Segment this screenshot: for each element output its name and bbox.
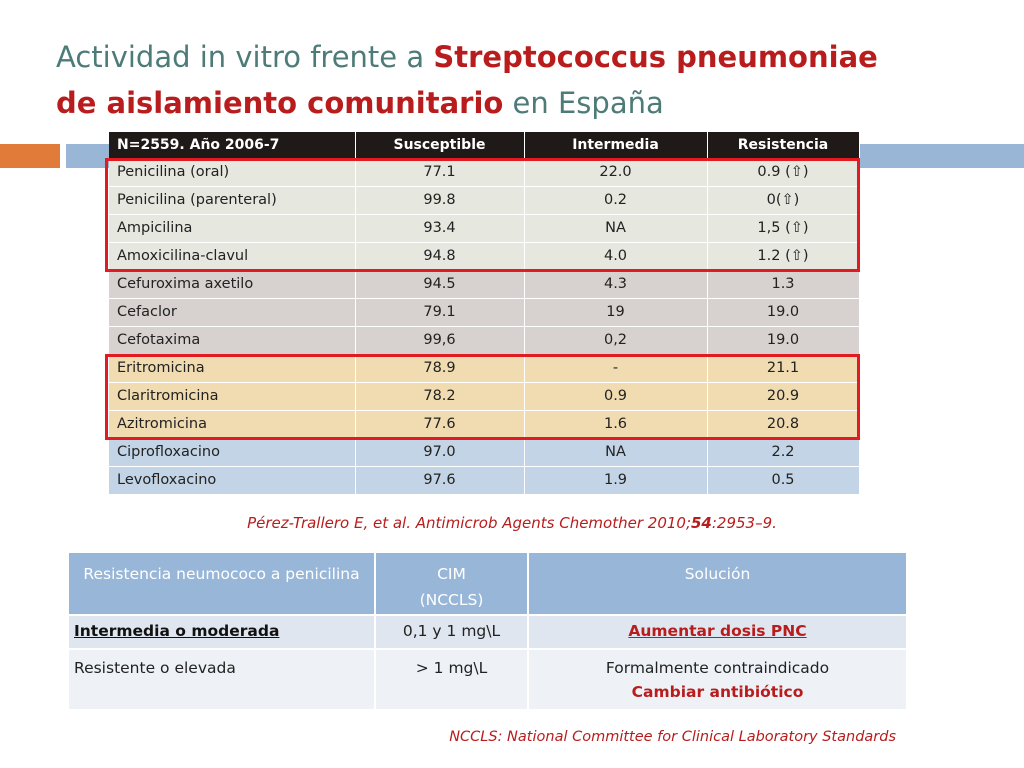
table-row	[109, 382, 859, 410]
resistencia-value: 1,5 (⇧)	[707, 214, 859, 242]
drug-name: Levofloxacino	[109, 466, 355, 494]
susceptibility-table	[109, 132, 860, 494]
resistencia-value: 19.0	[707, 326, 859, 354]
drug-name: Cefaclor	[109, 298, 355, 326]
resistencia-value: 21.1	[707, 354, 859, 382]
solution	[528, 615, 907, 649]
citation-pages: :2953–9.	[711, 514, 777, 532]
intermedia-value: 0.9	[524, 382, 707, 410]
susceptible-value: 97.0	[355, 438, 524, 466]
susceptible-value: 93.4	[355, 214, 524, 242]
title-part-1: Actividad in vitro frente a	[56, 40, 434, 74]
table-row	[69, 615, 907, 649]
header-solucion: Solución	[528, 553, 907, 615]
title-organism: Streptococcus pneumoniae	[433, 40, 878, 74]
intermedia-value: 4.3	[524, 270, 707, 298]
resistencia-value: 0.9 (⇧)	[707, 158, 859, 186]
drug-name: Claritromicina	[109, 382, 355, 410]
solution-emphasis: Cambiar antibiótico	[631, 683, 804, 701]
header-resistencia: Resistencia	[707, 132, 859, 158]
slide-title	[56, 34, 986, 126]
susceptible-value: 78.2	[355, 382, 524, 410]
intermedia-value: NA	[524, 438, 707, 466]
intermedia-value: 1.6	[524, 410, 707, 438]
resistance-level: Resistente o elevada	[69, 649, 375, 709]
table-row	[109, 326, 859, 354]
drug-name: Cefuroxima axetilo	[109, 270, 355, 298]
header-cim	[375, 553, 528, 615]
susceptible-value: 99.8	[355, 186, 524, 214]
accent-bar-orange	[0, 144, 60, 168]
intermedia-value: -	[524, 354, 707, 382]
solution-text: Aumentar dosis PNC	[628, 622, 807, 640]
header-cim-standard: (NCCLS)	[419, 591, 484, 609]
drug-name: Ciprofloxacino	[109, 438, 355, 466]
susceptible-value: 94.8	[355, 242, 524, 270]
resistencia-value: 2.2	[707, 438, 859, 466]
resistencia-value: 0(⇧)	[707, 186, 859, 214]
citation-text: Pérez-Trallero E, et al. Antimicrob Agents Chemother 2010;	[247, 514, 691, 532]
susceptible-value: 94.5	[355, 270, 524, 298]
drug-name: Amoxicilina-clavul	[109, 242, 355, 270]
solution-text: Formalmente contraindicado	[605, 659, 830, 677]
resistance-guidance-table	[69, 553, 908, 709]
table-row	[109, 298, 859, 326]
cim-range: 0,1 y 1 mg\L	[375, 615, 528, 649]
susceptible-value: 97.6	[355, 466, 524, 494]
resistance-level-text: Intermedia o moderada	[74, 622, 280, 640]
table-row	[109, 242, 859, 270]
susceptible-value: 99,6	[355, 326, 524, 354]
table-row	[109, 214, 859, 242]
drug-name: Eritromicina	[109, 354, 355, 382]
drug-name: Ampicilina	[109, 214, 355, 242]
susceptible-value: 77.1	[355, 158, 524, 186]
table-row	[109, 270, 859, 298]
resistencia-value: 20.8	[707, 410, 859, 438]
title-origin: de aislamiento comunitario	[56, 86, 504, 120]
intermedia-value: 0.2	[524, 186, 707, 214]
header-cohort: N=2559. Año 2006-7	[109, 132, 355, 158]
table-header-row	[109, 132, 859, 158]
drug-name: Penicilina (parenteral)	[109, 186, 355, 214]
intermedia-value: 0,2	[524, 326, 707, 354]
susceptible-value: 77.6	[355, 410, 524, 438]
intermedia-value: 4.0	[524, 242, 707, 270]
susceptible-value: 79.1	[355, 298, 524, 326]
citation-reference	[0, 514, 1024, 532]
header-resistencia-neumococo: Resistencia neumococo a penicilina	[69, 553, 375, 615]
drug-name: Cefotaxima	[109, 326, 355, 354]
resistance-level	[69, 615, 375, 649]
intermedia-value: 19	[524, 298, 707, 326]
table-row	[109, 186, 859, 214]
table-row	[109, 410, 859, 438]
header-intermedia: Intermedia	[524, 132, 707, 158]
header-cim-label: CIM	[437, 565, 466, 583]
solution	[528, 649, 907, 709]
susceptible-value: 78.9	[355, 354, 524, 382]
table-row	[109, 438, 859, 466]
citation-volume: 54	[691, 514, 712, 532]
header-susceptible: Susceptible	[355, 132, 524, 158]
intermedia-value: 22.0	[524, 158, 707, 186]
resistencia-value: 0.5	[707, 466, 859, 494]
drug-name: Azitromicina	[109, 410, 355, 438]
table-row	[109, 466, 859, 494]
abbreviation-footnote: NCCLS: National Committee for Clinical Laboratory Standards	[449, 729, 896, 745]
resistencia-value: 19.0	[707, 298, 859, 326]
intermedia-value: NA	[524, 214, 707, 242]
table-row	[109, 158, 859, 186]
resistencia-value: 20.9	[707, 382, 859, 410]
drug-name: Penicilina (oral)	[109, 158, 355, 186]
cim-range: > 1 mg\L	[375, 649, 528, 709]
table-row	[109, 354, 859, 382]
table-row	[69, 649, 907, 709]
intermedia-value: 1.9	[524, 466, 707, 494]
guidance-header-row	[69, 553, 907, 615]
resistencia-value: 1.3	[707, 270, 859, 298]
title-part-4: en España	[503, 86, 664, 120]
resistencia-value: 1.2 (⇧)	[707, 242, 859, 270]
